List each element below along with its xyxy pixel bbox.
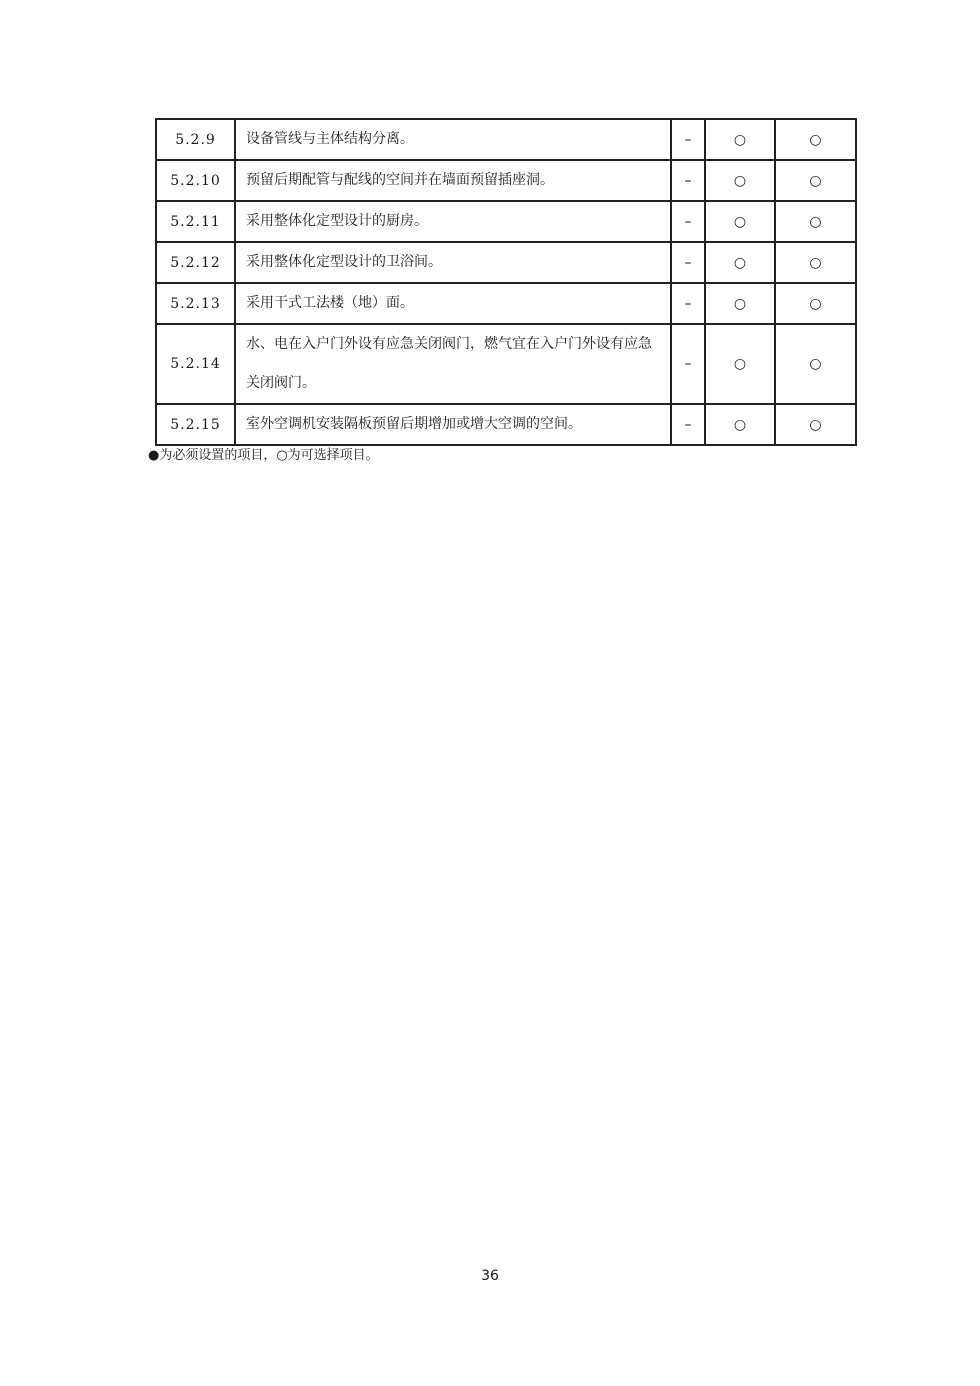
optional-mark: ○ <box>705 242 775 283</box>
item-code: 5.2.15 <box>156 404 235 445</box>
optional-mark: ○ <box>775 324 856 404</box>
optional-mark: ○ <box>705 201 775 242</box>
item-code: 5.2.11 <box>156 201 235 242</box>
item-description: 预留后期配管与配线的空间并在墙面预留插座洞。 <box>235 160 671 201</box>
item-code: 5.2.10 <box>156 160 235 201</box>
optional-mark: ○ <box>775 119 856 160</box>
table-row <box>156 160 856 201</box>
item-code: 5.2.14 <box>156 324 235 404</box>
optional-mark: ○ <box>775 404 856 445</box>
item-description: 水、电在入户门外设有应急关闭阀门，燃气宜在入户门外设有应急关闭阀门。 <box>235 324 671 404</box>
requirements-table <box>155 118 857 446</box>
optional-mark: ○ <box>705 404 775 445</box>
item-description: 采用整体化定型设计的厨房。 <box>235 201 671 242</box>
not-applicable-mark: – <box>671 160 705 201</box>
table-row <box>156 404 856 445</box>
optional-mark: ○ <box>775 160 856 201</box>
item-description: 采用干式工法楼（地）面。 <box>235 283 671 324</box>
optional-mark: ○ <box>705 119 775 160</box>
optional-mark: ○ <box>705 283 775 324</box>
item-code: 5.2.12 <box>156 242 235 283</box>
item-code: 5.2.9 <box>156 119 235 160</box>
not-applicable-mark: – <box>671 201 705 242</box>
not-applicable-mark: – <box>671 283 705 324</box>
optional-mark: ○ <box>775 242 856 283</box>
optional-mark: ○ <box>775 283 856 324</box>
page-number: 36 <box>481 1268 499 1284</box>
not-applicable-mark: – <box>671 324 705 404</box>
not-applicable-mark: – <box>671 119 705 160</box>
table-footnote: ●为必须设置的项目，○为可选择项目。 <box>148 448 379 463</box>
table-row <box>156 119 856 160</box>
item-code: 5.2.13 <box>156 283 235 324</box>
item-description: 采用整体化定型设计的卫浴间。 <box>235 242 671 283</box>
item-description: 设备管线与主体结构分离。 <box>235 119 671 160</box>
table-row <box>156 242 856 283</box>
optional-mark: ○ <box>705 160 775 201</box>
table-row <box>156 201 856 242</box>
item-description: 室外空调机安装隔板预留后期增加或增大空调的空间。 <box>235 404 671 445</box>
table-row <box>156 283 856 324</box>
optional-mark: ○ <box>705 324 775 404</box>
table-row <box>156 324 856 404</box>
optional-mark: ○ <box>775 201 856 242</box>
not-applicable-mark: – <box>671 242 705 283</box>
not-applicable-mark: – <box>671 404 705 445</box>
